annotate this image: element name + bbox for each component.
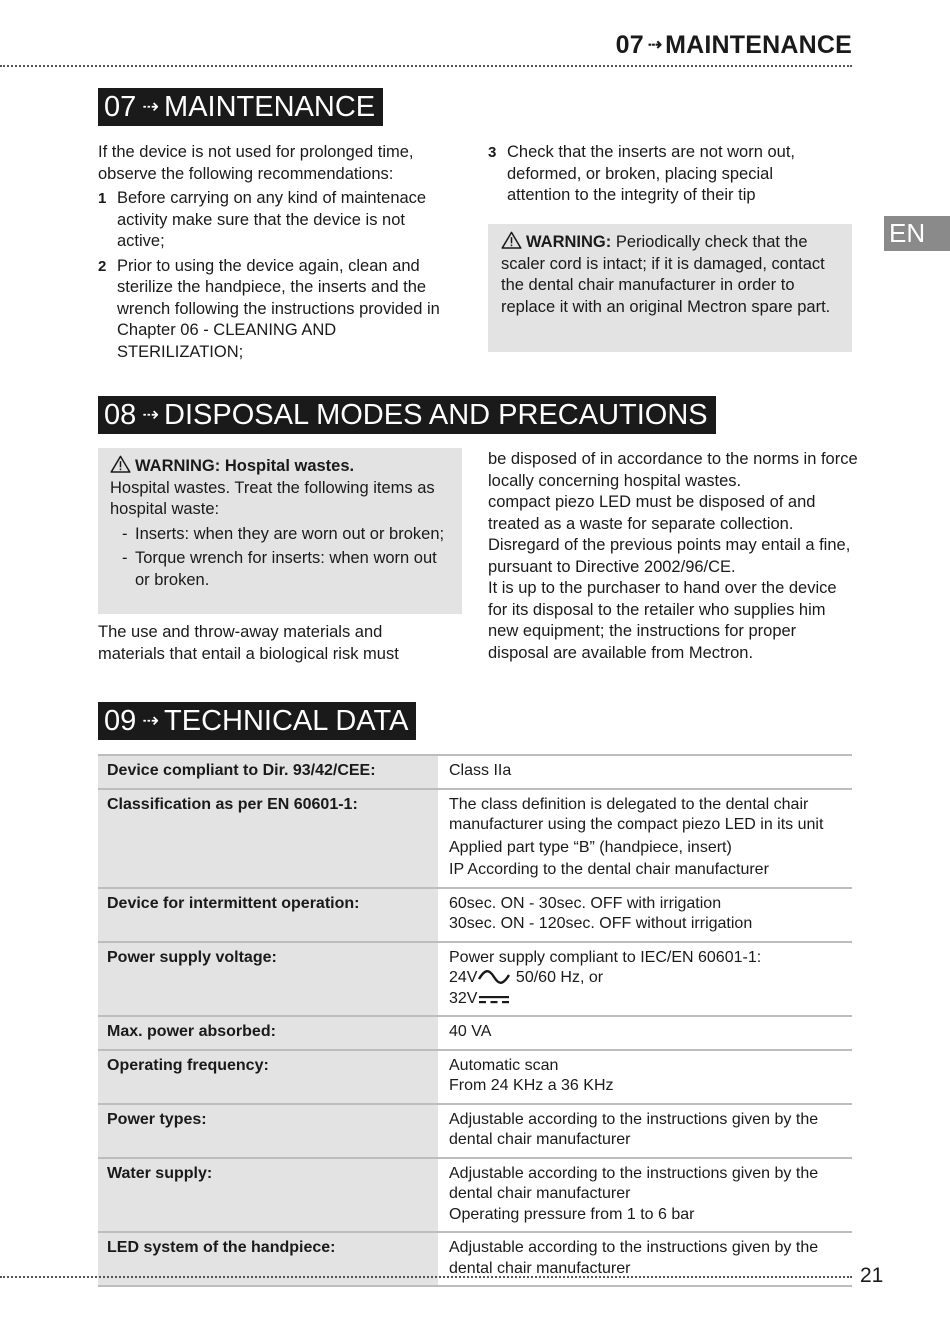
row-value: 60sec. ON - 30sec. OFF with irrigation 30sec. ON - 120sec. OFF without irrigation xyxy=(438,888,852,942)
row-value: Automatic scan From 24 KHz a 36 KHz xyxy=(438,1050,852,1104)
language-tab: EN xyxy=(884,216,950,251)
table-row xyxy=(98,755,852,789)
section-title-maintenance xyxy=(98,88,383,126)
maintenance-left-column xyxy=(98,142,450,363)
step-number: 3 xyxy=(488,144,497,161)
warning-text: Hospital wastes. Treat the following items as hospital waste: xyxy=(110,478,435,518)
row-label: Operating frequency: xyxy=(98,1050,438,1104)
row-label: Power types: xyxy=(98,1104,438,1158)
disposal-right-column xyxy=(488,449,860,664)
table-row xyxy=(98,888,852,942)
warning-label: WARNING: Hospital wastes. xyxy=(135,457,355,475)
row-value: 40 VA xyxy=(438,1016,852,1050)
arrow-right-icon: ⇢ xyxy=(142,96,159,118)
list-item: - Torque wrench for inserts: when worn out or broken. xyxy=(122,549,437,589)
section-heading: TECHNICAL DATA xyxy=(164,705,409,737)
row-value: Adjustable according to the instructions given by the dental chair manufacturer xyxy=(438,1104,852,1158)
cord-warning-box xyxy=(488,224,852,352)
step-text: Before carrying on any kind of maintenace activity make sure that the device is not active; xyxy=(117,189,427,250)
dc-current-icon xyxy=(477,992,511,1006)
section-heading: MAINTENANCE xyxy=(164,91,376,123)
table-row xyxy=(98,1158,852,1233)
table-row xyxy=(98,1104,852,1158)
paragraph: compact piezo LED must be disposed of and treated as a waste for separate collection. xyxy=(488,493,816,533)
paragraph: be disposed of in accordance to the norms in force locally concerning hospital wastes. xyxy=(488,450,858,490)
paragraph: Disregard of the previous points may entail a fine, pursuant to Directive 2002/96/CE. xyxy=(488,536,851,576)
table-row xyxy=(98,1016,852,1050)
row-label: Classification as per EN 60601-1: xyxy=(98,789,438,888)
row-label: Power supply voltage: xyxy=(98,942,438,1017)
step-text: Prior to using the device again, clean and sterilize the handpiece, the inserts and the wrench following the instructions provided in Chapter 06 - CLEANING AND STERILIZATION; xyxy=(117,256,440,361)
warning-label: WARNING: xyxy=(526,233,612,251)
item-text: Torque wrench for inserts: when worn out or broken. xyxy=(135,549,437,589)
running-header xyxy=(560,30,852,63)
row-value: Class IIa xyxy=(438,755,852,789)
paragraph: It is up to the purchaser to hand over the device for its disposal to the retailer who supplies him new equipment; the instructions for proper disposal are available from Mectron. xyxy=(488,579,837,662)
step-text: Check that the inserts are not worn out, deformed, or broken, placing special attention to the integrity of their tip xyxy=(507,143,795,204)
step-number: 2 xyxy=(98,257,107,275)
section-heading: DISPOSAL MODES AND PRECAUTIONS xyxy=(164,399,708,431)
header-divider xyxy=(0,65,852,67)
warning-heading xyxy=(110,455,452,478)
running-header-number: 07 xyxy=(615,31,644,59)
table-row xyxy=(98,1050,852,1104)
hospital-waste-warning-box xyxy=(98,448,462,614)
arrow-right-icon: ⇢ xyxy=(142,404,159,426)
row-label: Max. power absorbed: xyxy=(98,1016,438,1050)
paragraph: The use and throw-away materials and materials that entail a biological risk must xyxy=(98,623,399,663)
warning-triangle-icon xyxy=(501,231,522,249)
item-text: Inserts: when they are worn out or broken; xyxy=(135,524,445,543)
row-value: Adjustable according to the instructions given by the dental chair manufacturer xyxy=(438,1232,852,1286)
warning-triangle-icon xyxy=(110,455,131,473)
warning-text: Periodically check that the scaler cord is intact; if it is damaged, contact the dental chair manufacturer in order to replace it with an original Mectron spare part. xyxy=(501,233,831,316)
section-number: 09 xyxy=(104,705,137,737)
footer-divider xyxy=(0,1276,852,1278)
maintenance-intro: If the device is not used for prolonged time, observe the following recommendations: xyxy=(98,143,414,183)
arrow-right-icon: ⇢ xyxy=(142,710,159,732)
row-label: LED system of the handpiece: xyxy=(98,1232,438,1286)
row-label: Device compliant to Dir. 93/42/CEE: xyxy=(98,755,438,789)
row-label: Water supply: xyxy=(98,1158,438,1233)
ac-current-icon xyxy=(477,970,511,984)
section-title-disposal xyxy=(98,396,716,434)
section-number: 07 xyxy=(104,91,137,123)
disposal-left-paragraph xyxy=(98,622,448,665)
list-item: - Inserts: when they are worn out or broken; xyxy=(122,524,445,543)
running-header-title: MAINTENANCE xyxy=(665,31,852,59)
technical-data-table xyxy=(98,754,852,1287)
hospital-waste-items xyxy=(110,524,452,592)
step-number: 1 xyxy=(98,190,107,207)
maintenance-right-column xyxy=(488,139,828,207)
row-value: The class definition is delegated to the dental chair manufacturer using the compact piezo LED in its unit Applied part type “B” (handpiece, insert) IP According to the dental chair manufacturer xyxy=(438,789,852,888)
row-value: Power supply compliant to IEC/EN 60601-1: 24V 50/60 Hz, or 32V xyxy=(438,942,852,1017)
table-row xyxy=(98,942,852,1017)
arrow-right-icon: ⇢ xyxy=(647,35,662,54)
list-item xyxy=(98,256,450,364)
row-label: Device for intermittent operation: xyxy=(98,888,438,942)
section-title-technical-data xyxy=(98,702,416,740)
row-value: Adjustable according to the instructions given by the dental chair manufacturer Operating pressure from 1 to 6 bar xyxy=(438,1158,852,1233)
list-item xyxy=(98,188,450,253)
maintenance-steps xyxy=(98,188,450,363)
list-item xyxy=(488,142,828,207)
section-number: 08 xyxy=(104,399,137,431)
page-number: 21 xyxy=(860,1264,884,1287)
maintenance-steps-continued xyxy=(488,142,828,207)
table-row xyxy=(98,789,852,888)
